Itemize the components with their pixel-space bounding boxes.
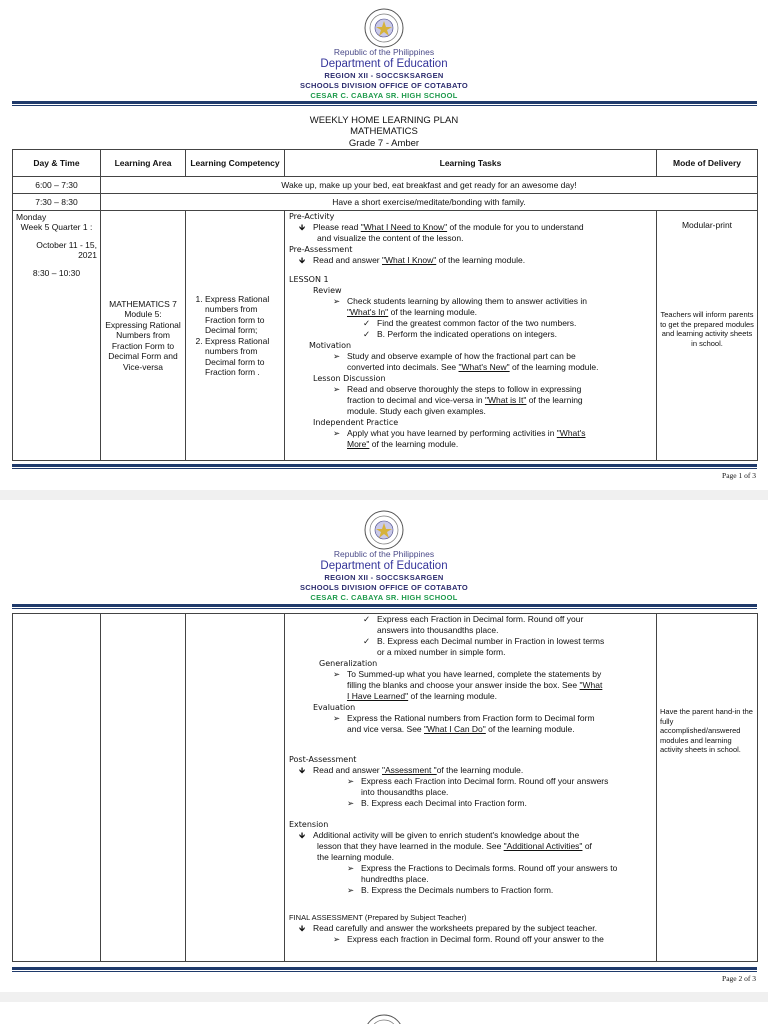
section-lesson: LESSON 1 bbox=[289, 275, 329, 284]
task-line: ➢ B. Express the Decimals numbers to Fraction form. bbox=[347, 885, 554, 895]
arrow-bullet-icon: 🡻 bbox=[299, 255, 306, 265]
learning-plan-table-continued bbox=[12, 613, 758, 962]
row2-time: 7:30 – 8:30 bbox=[13, 194, 101, 211]
task-line: lesson that they have learned in the module. See "Additional Activities" of bbox=[317, 841, 592, 851]
task-line: fraction to decimal and vice-versa in "What is It" of the learning bbox=[347, 395, 583, 405]
task-line: filling the blanks and choose your answer inside the box. See "What bbox=[347, 680, 603, 690]
check-bullet-icon: ✓ bbox=[363, 636, 371, 646]
region-line: REGION XII - SOCCSKSARGEN bbox=[324, 71, 444, 80]
page-3 bbox=[0, 1002, 768, 1024]
task-line: hundredths place. bbox=[361, 874, 429, 884]
task-line: ✓ B. Express each Decimal number in Fraction in lowest terms bbox=[363, 636, 605, 646]
header-rule bbox=[12, 604, 757, 607]
page-1 bbox=[0, 0, 768, 490]
dates-label: October 11 - 15, 2021 bbox=[36, 240, 97, 260]
competency-cell bbox=[186, 614, 285, 962]
learning-plan-table bbox=[12, 149, 758, 461]
footer-rule bbox=[12, 464, 757, 467]
chevron-bullet-icon: ➢ bbox=[333, 384, 341, 394]
col-header-tasks: Learning Tasks bbox=[285, 150, 657, 177]
department-line: Department of Education bbox=[320, 58, 448, 70]
task-line: ➢ Express the Fractions to Decimals forms. Round off your answers to bbox=[347, 863, 618, 873]
mode-cell bbox=[657, 211, 758, 461]
chevron-bullet-icon: ➢ bbox=[347, 798, 355, 808]
school-line: CESAR C. CABAYA SR. HIGH SCHOOL bbox=[310, 91, 458, 100]
arrow-bullet-icon: 🡻 bbox=[299, 222, 306, 232]
learning-tasks-cell bbox=[285, 211, 657, 461]
chevron-bullet-icon: ➢ bbox=[333, 713, 341, 723]
check-bullet-icon: ✓ bbox=[363, 614, 371, 624]
section-final-assessment: FINAL ASSESSMENT (Prepared by Subject Teacher) bbox=[289, 913, 467, 922]
task-line: ➢ Read and observe thoroughly the steps to follow in expressing bbox=[333, 384, 582, 394]
page-2 bbox=[0, 500, 768, 992]
section-motivation: Motivation bbox=[309, 341, 352, 350]
task-line: ➢ Study and observe example of how the fractional part can be bbox=[333, 351, 576, 361]
arrow-bullet-icon: 🡻 bbox=[299, 765, 306, 775]
deped-seal-icon bbox=[364, 8, 404, 48]
footer-rule bbox=[12, 967, 757, 970]
competency-item: 1. Express Rational numbers from Fraction form to Decimal form; bbox=[205, 294, 281, 336]
task-line: into thousandths place. bbox=[361, 787, 449, 797]
mode-note: Teachers will inform parents to get the prepared modules and learning activity sheets in school. bbox=[660, 310, 754, 348]
task-line: 🡻 Please read "What I Need to Know" of the module for you to understand bbox=[299, 222, 584, 232]
chevron-bullet-icon: ➢ bbox=[333, 669, 341, 679]
arrow-bullet-icon: 🡻 bbox=[299, 923, 306, 933]
task-line: ➢ Express each Fraction into Decimal form. Round off your answers bbox=[347, 776, 609, 786]
mode-cell bbox=[657, 614, 758, 962]
task-line: ➢ Express each fraction in Decimal form. Round off your answer to the bbox=[333, 934, 604, 944]
task-line: ➢ Check students learning by allowing them to answer activities in bbox=[333, 296, 588, 306]
schedule-cell bbox=[13, 614, 101, 962]
section-pre-assessment: Pre-Assessment bbox=[289, 245, 353, 254]
task-line: ➢ To Summed-up what you have learned, complete the statements by bbox=[333, 669, 602, 679]
task-line: or a mixed number in simple form. bbox=[377, 647, 506, 657]
col-header-day-time: Day & Time bbox=[13, 150, 101, 177]
section-review: Review bbox=[313, 286, 342, 295]
mode-modular-print: Modular-print bbox=[681, 220, 733, 230]
day-label: Monday bbox=[16, 212, 47, 222]
competency-item: 2. Express Rational numbers from Decimal form to Fraction form . bbox=[205, 336, 281, 378]
chevron-bullet-icon: ➢ bbox=[347, 885, 355, 895]
task-line: and vice versa. See "What I Can Do" of the learning module. bbox=[347, 724, 575, 734]
task-line: 🡻 Read and answer "Assessment "of the learning module. bbox=[299, 765, 524, 775]
deped-seal-icon bbox=[364, 1014, 404, 1024]
check-bullet-icon: ✓ bbox=[363, 329, 371, 339]
task-line: ✓ B. Perform the indicated operations on integers. bbox=[363, 329, 558, 339]
section-pre-activity: Pre-Activity bbox=[289, 212, 335, 221]
page-number: Page 1 of 3 bbox=[722, 471, 756, 480]
chevron-bullet-icon: ➢ bbox=[333, 428, 341, 438]
school-line: CESAR C. CABAYA SR. HIGH SCHOOL bbox=[310, 593, 458, 602]
section-post-assessment: Post-Assessment bbox=[289, 755, 357, 764]
chevron-bullet-icon: ➢ bbox=[333, 296, 341, 306]
deped-seal-icon bbox=[364, 510, 404, 550]
header-rule-thin bbox=[12, 608, 757, 609]
chevron-bullet-icon: ➢ bbox=[347, 776, 355, 786]
task-line: ✓ Express each Fraction in Decimal form. Round off your bbox=[363, 614, 584, 624]
task-line: 🡻 Read and answer "What I Know" of the learning module. bbox=[299, 255, 526, 265]
task-line: and visualize the content of the lesson. bbox=[317, 233, 464, 243]
task-line: converted into decimals. See "What's New" of the learning module. bbox=[347, 362, 599, 372]
col-header-mode: Mode of Delivery bbox=[657, 150, 758, 177]
republic-line: Republic of the Philippines bbox=[333, 47, 435, 57]
section-extension: Extension bbox=[289, 820, 329, 829]
page-number: Page 2 of 3 bbox=[722, 974, 756, 983]
task-line: More" of the learning module. bbox=[347, 439, 459, 449]
division-line: SCHOOLS DIVISION OFFICE OF COTABATO bbox=[299, 81, 468, 90]
schedule-cell bbox=[13, 211, 101, 461]
check-bullet-icon: ✓ bbox=[363, 318, 371, 328]
row2-activity: Have a short exercise/meditate/bonding with family. bbox=[101, 194, 758, 211]
task-line: 🡻 Read carefully and answer the worksheets prepared by the subject teacher. bbox=[299, 923, 597, 933]
task-line: ✓ Find the greatest common factor of the two numbers. bbox=[363, 318, 577, 328]
task-line: "What's In" of the learning module. bbox=[347, 307, 478, 317]
doc-grade: Grade 7 - Amber bbox=[348, 138, 420, 149]
col-header-learning-area: Learning Area bbox=[101, 150, 186, 177]
learning-area-cell: MATHEMATICS 7 Module 5: Expressing Rational Numbers from Fraction Form to Decimal Form and Vice-versa bbox=[101, 211, 186, 461]
footer-rule-thin bbox=[12, 971, 757, 972]
col-header-competency: Learning Competency bbox=[186, 150, 285, 177]
learning-area-cell bbox=[101, 614, 186, 962]
task-line: ➢ Apply what you have learned by performing activities in "What's bbox=[333, 428, 586, 438]
learning-tasks-cell bbox=[285, 614, 657, 962]
division-line: SCHOOLS DIVISION OFFICE OF COTABATO bbox=[299, 583, 468, 592]
arrow-bullet-icon: 🡻 bbox=[299, 830, 306, 840]
chevron-bullet-icon: ➢ bbox=[333, 934, 341, 944]
republic-line: Republic of the Philippines bbox=[333, 549, 435, 559]
task-line: 🡻 Additional activity will be given to enrich student's knowledge about the bbox=[299, 830, 580, 840]
task-line: the learning module. bbox=[317, 852, 395, 862]
section-generalization: Generalization bbox=[319, 659, 378, 668]
header-rule-thin bbox=[12, 105, 757, 106]
task-line: ➢ B. Express each Decimal into Fraction form. bbox=[347, 798, 527, 808]
footer-rule-thin bbox=[12, 468, 757, 469]
doc-subject: MATHEMATICS bbox=[350, 126, 418, 137]
header-rule bbox=[12, 101, 757, 104]
doc-title: WEEKLY HOME LEARNING PLAN bbox=[309, 115, 459, 126]
section-evaluation: Evaluation bbox=[313, 703, 356, 712]
competency-cell bbox=[186, 211, 285, 461]
row1-time: 6:00 – 7:30 bbox=[13, 177, 101, 194]
department-line: Department of Education bbox=[320, 560, 448, 572]
time-label: 8:30 – 10:30 bbox=[32, 268, 81, 278]
chevron-bullet-icon: ➢ bbox=[347, 863, 355, 873]
task-line: ➢ Express the Rational numbers from Fraction form to Decimal form bbox=[333, 713, 595, 723]
task-line: I Have Learned" of the learning module. bbox=[347, 691, 497, 701]
chevron-bullet-icon: ➢ bbox=[333, 351, 341, 361]
row1-activity: Wake up, make up your bed, eat breakfast and get ready for an awesome day! bbox=[101, 177, 758, 194]
mode-hand-in-note: Have the parent hand-in the fully accomplished/answered modules and learning activity sheets in school. bbox=[660, 707, 753, 754]
region-line: REGION XII - SOCCSKSARGEN bbox=[324, 573, 444, 582]
section-independent-practice: Independent Practice bbox=[313, 418, 399, 427]
week-label: Week 5 Quarter 1 : bbox=[20, 222, 93, 232]
section-lesson-discussion: Lesson Discussion bbox=[313, 374, 386, 383]
task-line: module. Study each given examples. bbox=[347, 406, 486, 416]
task-line: answers into thousandths place. bbox=[377, 625, 499, 635]
